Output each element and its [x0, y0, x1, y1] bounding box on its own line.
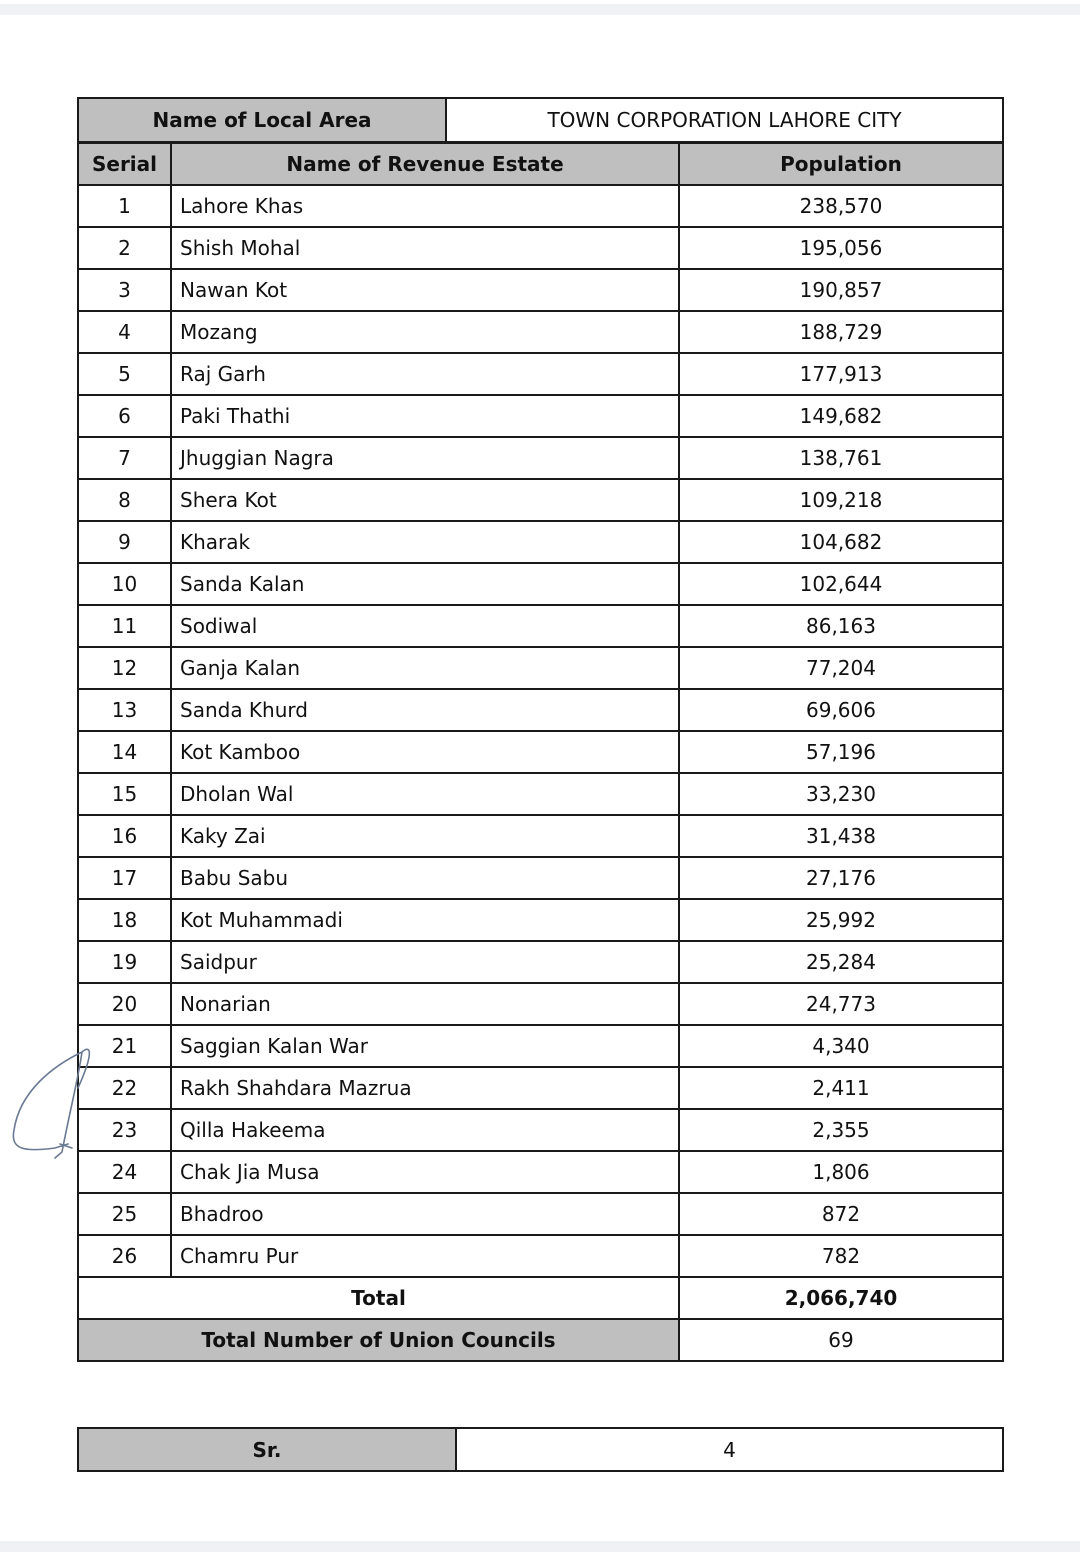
- population-cell: 33,230: [679, 773, 1003, 815]
- table-row: [78, 773, 1003, 815]
- estate-name-cell: Shera Kot: [171, 479, 679, 521]
- population-cell: 149,682: [679, 395, 1003, 437]
- population-cell: 27,176: [679, 857, 1003, 899]
- table-row: [78, 1151, 1003, 1193]
- population-cell: 109,218: [679, 479, 1003, 521]
- table-row: [78, 521, 1003, 563]
- estate-name-cell: Rakh Shahdara Mazrua: [171, 1067, 679, 1109]
- serial-cell: 24: [78, 1151, 171, 1193]
- column-header-population: Population: [679, 143, 1003, 185]
- population-cell: 782: [679, 1235, 1003, 1277]
- population-cell: 57,196: [679, 731, 1003, 773]
- column-header-estate: Name of Revenue Estate: [171, 143, 679, 185]
- total-label: Total: [78, 1277, 679, 1319]
- sr-row: [78, 1428, 1003, 1471]
- population-cell: 69,606: [679, 689, 1003, 731]
- serial-cell: 18: [78, 899, 171, 941]
- serial-cell: 16: [78, 815, 171, 857]
- sr-value: 4: [456, 1428, 1003, 1471]
- union-councils-value: 69: [679, 1319, 1003, 1361]
- population-cell: 25,992: [679, 899, 1003, 941]
- table-row: [78, 815, 1003, 857]
- serial-cell: 21: [78, 1025, 171, 1067]
- estate-name-cell: Chamru Pur: [171, 1235, 679, 1277]
- estate-name-cell: Kot Kamboo: [171, 731, 679, 773]
- sr-label: Sr.: [78, 1428, 456, 1471]
- column-header-row: [78, 143, 1003, 185]
- serial-cell: 12: [78, 647, 171, 689]
- table-row: [78, 1109, 1003, 1151]
- top-page-edge: [0, 4, 1080, 15]
- estate-name-cell: Qilla Hakeema: [171, 1109, 679, 1151]
- population-cell: 24,773: [679, 983, 1003, 1025]
- estate-name-cell: Kharak: [171, 521, 679, 563]
- estate-name-cell: Lahore Khas: [171, 185, 679, 227]
- population-cell: 188,729: [679, 311, 1003, 353]
- serial-cell: 9: [78, 521, 171, 563]
- serial-cell: 23: [78, 1109, 171, 1151]
- serial-cell: 3: [78, 269, 171, 311]
- estate-name-cell: Chak Jia Musa: [171, 1151, 679, 1193]
- estate-name-cell: Nonarian: [171, 983, 679, 1025]
- table-row: [78, 857, 1003, 899]
- table-row: [78, 311, 1003, 353]
- estate-name-cell: Kot Muhammadi: [171, 899, 679, 941]
- estate-name-cell: Raj Garh: [171, 353, 679, 395]
- union-councils-row: [78, 1319, 1003, 1361]
- table-row: [78, 1193, 1003, 1235]
- table-row: [78, 731, 1003, 773]
- table-row: [78, 689, 1003, 731]
- estate-name-cell: Kaky Zai: [171, 815, 679, 857]
- table-row: [78, 899, 1003, 941]
- serial-cell: 4: [78, 311, 171, 353]
- table-row: [78, 395, 1003, 437]
- sr-table: [77, 1427, 1004, 1472]
- table-row: [78, 185, 1003, 227]
- estate-name-cell: Saidpur: [171, 941, 679, 983]
- population-cell: 77,204: [679, 647, 1003, 689]
- local-area-label: Name of Local Area: [78, 98, 446, 142]
- serial-cell: 5: [78, 353, 171, 395]
- local-area-value: TOWN CORPORATION LAHORE CITY: [446, 98, 1003, 142]
- table-row: [78, 269, 1003, 311]
- serial-cell: 7: [78, 437, 171, 479]
- population-cell: 190,857: [679, 269, 1003, 311]
- estate-name-cell: Dholan Wal: [171, 773, 679, 815]
- table-row: [78, 227, 1003, 269]
- table-row: [78, 479, 1003, 521]
- population-cell: 2,355: [679, 1109, 1003, 1151]
- population-cell: 238,570: [679, 185, 1003, 227]
- population-cell: 195,056: [679, 227, 1003, 269]
- table-row: [78, 647, 1003, 689]
- table-row: [78, 983, 1003, 1025]
- union-councils-label: Total Number of Union Councils: [78, 1319, 679, 1361]
- serial-cell: 26: [78, 1235, 171, 1277]
- table-row: [78, 437, 1003, 479]
- population-cell: 2,411: [679, 1067, 1003, 1109]
- serial-cell: 22: [78, 1067, 171, 1109]
- estate-name-cell: Sodiwal: [171, 605, 679, 647]
- population-cell: 138,761: [679, 437, 1003, 479]
- serial-cell: 20: [78, 983, 171, 1025]
- serial-cell: 17: [78, 857, 171, 899]
- table-row: [78, 605, 1003, 647]
- population-cell: 25,284: [679, 941, 1003, 983]
- serial-cell: 8: [78, 479, 171, 521]
- serial-cell: 11: [78, 605, 171, 647]
- serial-cell: 13: [78, 689, 171, 731]
- table-row: [78, 353, 1003, 395]
- total-value: 2,066,740: [679, 1277, 1003, 1319]
- serial-cell: 6: [78, 395, 171, 437]
- serial-cell: 15: [78, 773, 171, 815]
- population-cell: 104,682: [679, 521, 1003, 563]
- population-cell: 31,438: [679, 815, 1003, 857]
- table-row: [78, 1235, 1003, 1277]
- estate-name-cell: Babu Sabu: [171, 857, 679, 899]
- serial-cell: 2: [78, 227, 171, 269]
- population-cell: 177,913: [679, 353, 1003, 395]
- bottom-page-edge: [0, 1541, 1080, 1552]
- population-cell: 86,163: [679, 605, 1003, 647]
- population-cell: 872: [679, 1193, 1003, 1235]
- total-row: [78, 1277, 1003, 1319]
- estate-name-cell: Sanda Khurd: [171, 689, 679, 731]
- estate-name-cell: Shish Mohal: [171, 227, 679, 269]
- serial-cell: 14: [78, 731, 171, 773]
- table-row: [78, 1025, 1003, 1067]
- estate-name-cell: Nawan Kot: [171, 269, 679, 311]
- local-area-table: [77, 97, 1004, 143]
- table-row: [78, 1067, 1003, 1109]
- serial-cell: 19: [78, 941, 171, 983]
- serial-cell: 10: [78, 563, 171, 605]
- estate-name-cell: Saggian Kalan War: [171, 1025, 679, 1067]
- population-cell: 1,806: [679, 1151, 1003, 1193]
- table-row: [78, 941, 1003, 983]
- estate-name-cell: Paki Thathi: [171, 395, 679, 437]
- estate-name-cell: Bhadroo: [171, 1193, 679, 1235]
- serial-cell: 1: [78, 185, 171, 227]
- estate-name-cell: Jhuggian Nagra: [171, 437, 679, 479]
- serial-cell: 25: [78, 1193, 171, 1235]
- estate-name-cell: Ganja Kalan: [171, 647, 679, 689]
- population-cell: 102,644: [679, 563, 1003, 605]
- estate-name-cell: Sanda Kalan: [171, 563, 679, 605]
- column-header-serial: Serial: [78, 143, 171, 185]
- population-cell: 4,340: [679, 1025, 1003, 1067]
- table-row: [78, 563, 1003, 605]
- table-body: [78, 185, 1003, 1277]
- revenue-estates-table: [77, 142, 1004, 1362]
- local-area-row: [78, 98, 1003, 142]
- estate-name-cell: Mozang: [171, 311, 679, 353]
